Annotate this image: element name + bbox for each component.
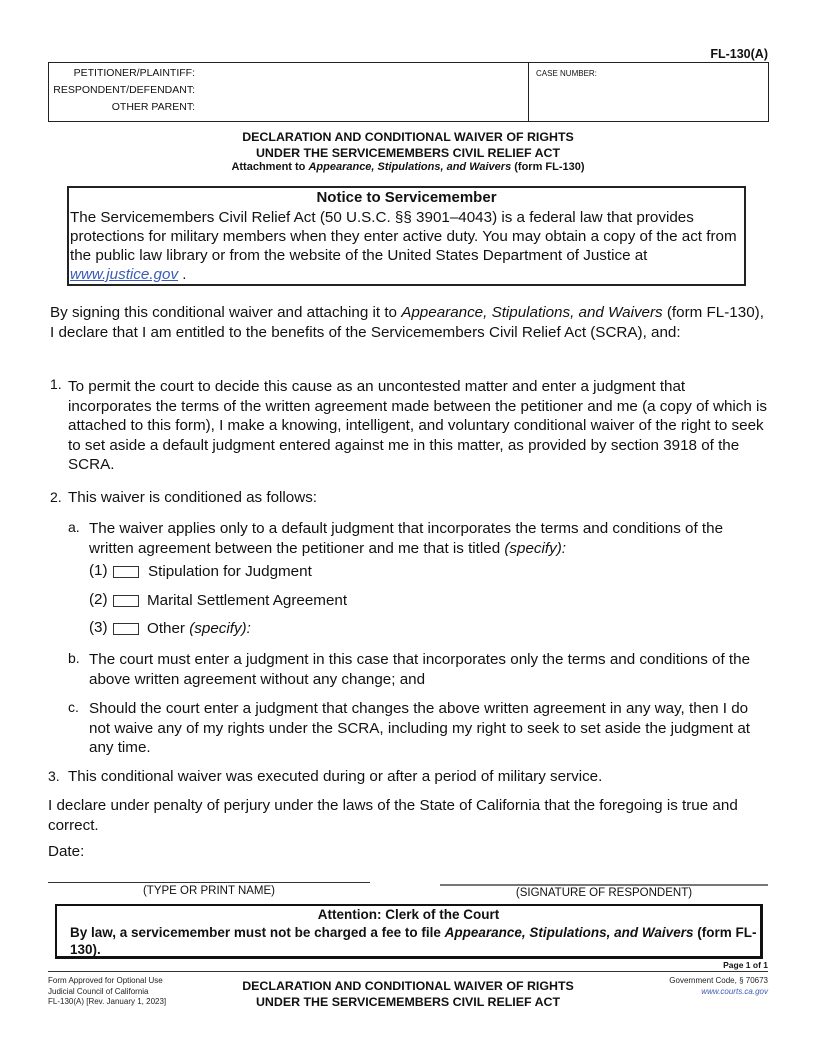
notice-body [70, 208, 746, 284]
case-number-section [528, 63, 769, 121]
item2c-letter: c. [68, 699, 79, 715]
intro-suffix: (form FL-130), I declare that I am entitled to the benefits of the Servicemembers Civil Relief Act (SCRA), and: [50, 304, 764, 341]
option1-number: (1) [89, 562, 108, 579]
petitioner-label: PETITIONER/PLAINTIFF: [73, 67, 195, 79]
item2a-text-body: The waiver applies only to a default judgment that incorporates the terms and conditions of the written agreement between the petitioner and me that is titled [89, 520, 724, 557]
other-parent-field[interactable] [199, 99, 519, 115]
notice-heading: Notice to Servicemember [316, 189, 497, 206]
case-number-field[interactable] [535, 83, 760, 113]
option3-specify-field[interactable] [260, 619, 760, 637]
option3-checkbox[interactable] [113, 623, 139, 635]
signature-label: (SIGNATURE OF RESPONDENT) [515, 887, 693, 899]
other-parent-label: OTHER PARENT: [111, 101, 195, 113]
respondent-field[interactable] [199, 82, 519, 98]
option2-number: (2) [89, 591, 108, 608]
date-field[interactable] [92, 842, 342, 860]
print-name-line [48, 882, 370, 883]
footer-approval: Form Approved for Optional Use [48, 976, 163, 985]
print-name-label: (TYPE OR PRINT NAME) [142, 885, 276, 897]
subtitle-suffix: (form FL-130) [511, 161, 585, 173]
footer-revision: FL-130(A) [Rev. January 1, 2023] [48, 997, 167, 1006]
item2c-text: Should the court enter a judgment that changes the above written agreement in any way, then I do not waive any of my rights under the SCRA, including my right to seek to set aside the judgment at any time. [89, 700, 750, 756]
notice-body-end: . [178, 266, 187, 283]
footer-gov-code: Government Code, § 70673 [669, 976, 768, 985]
footer-council: Judicial Council of California [48, 986, 149, 996]
page-number: Page 1 of 1 [723, 960, 768, 970]
option3-label-text: Other [147, 620, 190, 637]
form-number: FL-130(A) [710, 47, 768, 61]
item2-number: 2. [50, 489, 62, 505]
item2-text: This waiver is conditioned as follows: [68, 489, 318, 506]
item2b-letter: b. [68, 650, 80, 666]
option1-label: Stipulation for Judgment [148, 563, 312, 580]
intro-paragraph [50, 303, 765, 342]
attention-heading: Attention: Clerk of the Court [317, 907, 500, 922]
item2b-text: The court must enter a judgment in this case that incorporates only the terms and conditions of the above written agreement without any change; and [89, 651, 751, 688]
option3-number: (3) [89, 619, 108, 636]
option2-checkbox[interactable] [113, 595, 139, 607]
footer-rule [48, 971, 768, 972]
attention-suffix: (form FL-130). [70, 925, 757, 957]
caption-box [48, 62, 769, 122]
form-title-line2: UNDER THE SERVICEMEMBERS CIVIL RELIEF ACT [255, 146, 561, 160]
form-subtitle [0, 161, 816, 173]
courts-ca-gov-link[interactable]: www.courts.ca.gov [701, 986, 768, 996]
clerk-attention-box [55, 904, 763, 959]
footer-title-line2: UNDER THE SERVICEMEMBERS CIVIL RELIEF ACT [255, 995, 561, 1009]
item3-text: This conditional waiver was executed during or after a period of military service. [68, 768, 603, 785]
option3-specify: (specify): [189, 620, 251, 637]
item2a-specify: (specify): [504, 539, 566, 557]
option1-checkbox[interactable] [113, 566, 139, 578]
item1-number: 1. [50, 376, 62, 392]
signature-field[interactable] [440, 860, 768, 882]
parties-section [49, 63, 528, 121]
intro-prefix: By signing this conditional waiver and attaching it to [50, 304, 402, 321]
attention-italic: Appearance, Stipulations, and Waivers [444, 925, 694, 940]
notice-box [67, 186, 746, 286]
respondent-label: RESPONDENT/DEFENDANT: [53, 84, 195, 96]
footer-right [669, 976, 768, 997]
justice-gov-link[interactable]: www.justice.gov [70, 266, 179, 283]
petitioner-field[interactable] [199, 65, 519, 81]
form-title-line1: DECLARATION AND CONDITIONAL WAIVER OF RIGHTS [242, 130, 574, 144]
item2a-letter: a. [68, 519, 80, 535]
item3-number: 3. [48, 768, 60, 784]
subtitle-prefix: Attachment to [231, 161, 309, 173]
attention-prefix: By law, a servicemember must not be charged a fee to file [70, 925, 445, 940]
signature-line [440, 884, 768, 886]
subtitle-italic: Appearance, Stipulations, and Waivers [308, 161, 512, 173]
footer-title-line1: DECLARATION AND CONDITIONAL WAIVER OF RIGHTS [242, 979, 574, 993]
attention-text [70, 924, 760, 958]
perjury-declaration: I declare under penalty of perjury under the laws of the State of California that the foregoing is true and correct. [48, 797, 738, 834]
item1-text: To permit the court to decide this cause as an uncontested matter and enter a judgment that incorporates the terms of the written agreement made between the petitioner and me (a copy of which is attached to this form), I make a knowing, intelligent, and voluntary conditional waiver of the right to seek to set aside a default judgment entered against me in this matter, as provided by section 3918 of the SCRA. [68, 378, 767, 473]
item2a-text [89, 519, 769, 558]
date-label: Date: [48, 843, 85, 860]
case-number-label: CASE NUMBER: [536, 69, 597, 78]
print-name-field[interactable] [48, 860, 370, 880]
option3-label [147, 619, 251, 639]
option2-label: Marital Settlement Agreement [147, 592, 348, 609]
notice-body-text: The Servicemembers Civil Relief Act (50 U.S.C. §§ 3901–4043) is a federal law that provides protections for military members when they enter active duty. You may obtain a copy of the act from the public law library or from the website of the United States Department of Justice at [70, 209, 737, 264]
intro-italic: Appearance, Stipulations, and Waivers [401, 304, 663, 321]
